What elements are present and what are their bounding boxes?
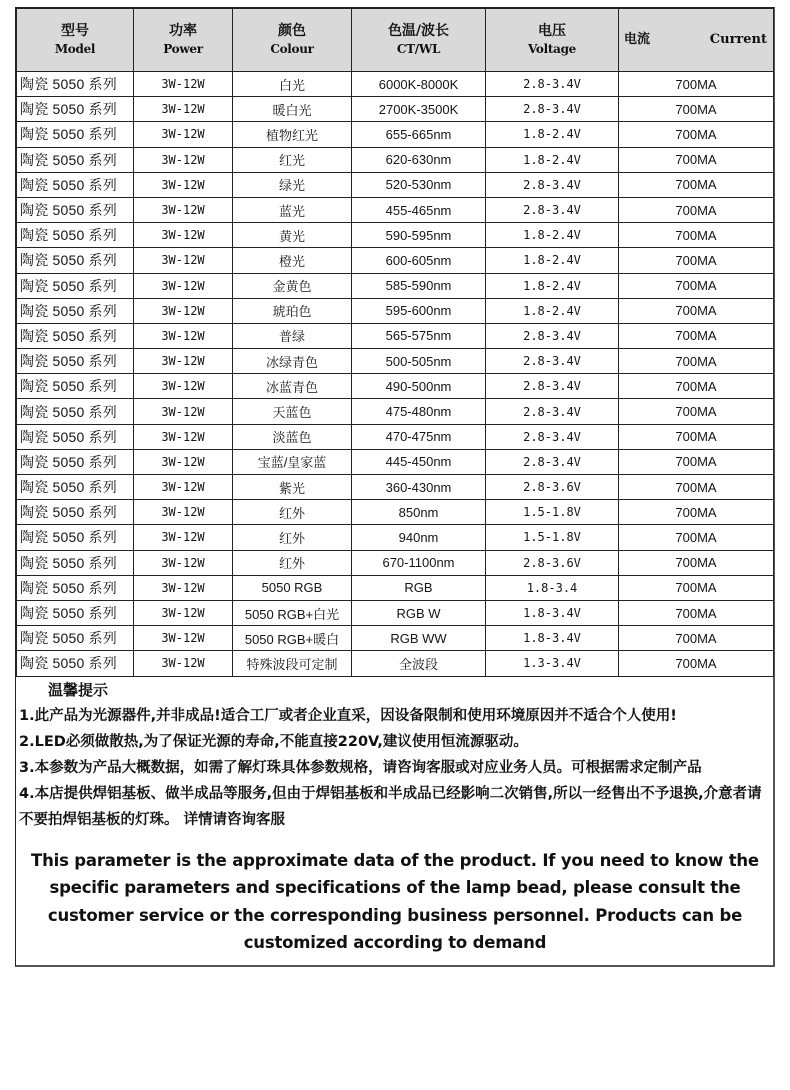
model-cell: 陶瓷 5050 系列 [17,147,134,172]
current-cell: 700MA [619,172,774,197]
table-row [17,575,774,600]
power-cell: 3W-12W [134,147,233,172]
spec-sheet [15,7,775,967]
model-cell: 陶瓷 5050 系列 [17,449,134,474]
voltage-cell: 2.8-3.4V [486,172,619,197]
header-power: 功率 Power [134,9,233,72]
model-cell: 陶瓷 5050 系列 [17,500,134,525]
model-cell: 陶瓷 5050 系列 [17,374,134,399]
ct-wl-cell: 445-450nm [352,449,486,474]
colour-cell: 红外 [233,550,352,575]
note-item-2: 2.LED必须做散热,为了保证光源的寿命,不能直接220V,建议使用恒流源驱动。 [19,733,528,750]
colour-cell: 紫光 [233,475,352,500]
voltage-cell: 2.8-3.4V [486,323,619,348]
current-cell: 700MA [619,525,774,550]
voltage-cell: 2.8-3.4V [486,349,619,374]
table-body [17,72,774,677]
current-cell: 700MA [619,72,774,97]
table-row [17,197,774,222]
ct-wl-cell: 520-530nm [352,172,486,197]
voltage-cell: 2.8-3.6V [486,550,619,575]
table-row [17,651,774,676]
voltage-cell: 2.8-3.4V [486,197,619,222]
power-cell: 3W-12W [134,97,233,122]
current-cell: 700MA [619,475,774,500]
power-cell: 3W-12W [134,475,233,500]
table-row [17,424,774,449]
ct-wl-cell: 全波段 [352,651,486,676]
ct-wl-cell: 670-1100nm [352,550,486,575]
power-cell: 3W-12W [134,399,233,424]
power-cell: 3W-12W [134,223,233,248]
voltage-cell: 2.8-3.4V [486,449,619,474]
power-cell: 3W-12W [134,600,233,625]
model-cell: 陶瓷 5050 系列 [17,651,134,676]
current-cell: 700MA [619,550,774,575]
ct-wl-cell: 2700K-3500K [352,97,486,122]
current-cell: 700MA [619,248,774,273]
current-cell: 700MA [619,97,774,122]
ct-wl-cell: 475-480nm [352,399,486,424]
ct-wl-cell: RGB [352,575,486,600]
ct-wl-cell: 455-465nm [352,197,486,222]
table-row [17,122,774,147]
ct-wl-cell: 470-475nm [352,424,486,449]
table-row [17,298,774,323]
ct-wl-cell: 360-430nm [352,475,486,500]
english-note: This parameter is the approximate data of the product. If you need to know the specific parameters and specifications of the lamp bead, please consult the customer service or the corresponding business personnel. Products can be customized according to demand [31,850,759,952]
current-cell: 700MA [619,122,774,147]
header-model: 型号 Model [17,9,134,72]
table-row [17,550,774,575]
current-cell: 700MA [619,600,774,625]
current-cell: 700MA [619,626,774,651]
notes-title: 温馨提示 [48,680,109,699]
power-cell: 3W-12W [134,349,233,374]
voltage-cell: 2.8-3.6V [486,475,619,500]
table-row [17,72,774,97]
ct-wl-cell: 620-630nm [352,147,486,172]
colour-cell: 红光 [233,147,352,172]
model-cell: 陶瓷 5050 系列 [17,97,134,122]
current-cell: 700MA [619,223,774,248]
current-cell: 700MA [619,298,774,323]
colour-cell: 植物红光 [233,122,352,147]
colour-cell: 普绿 [233,323,352,348]
model-cell: 陶瓷 5050 系列 [17,424,134,449]
model-cell: 陶瓷 5050 系列 [17,273,134,298]
ct-wl-cell: 585-590nm [352,273,486,298]
table-row [17,172,774,197]
header-voltage: 电压 Voltage [486,9,619,72]
power-cell: 3W-12W [134,323,233,348]
colour-cell: 淡蓝色 [233,424,352,449]
voltage-cell: 2.8-3.4V [486,72,619,97]
voltage-cell: 1.8-2.4V [486,223,619,248]
voltage-cell: 2.8-3.4V [486,399,619,424]
current-cell: 700MA [619,651,774,676]
colour-cell: 暖白光 [233,97,352,122]
colour-cell: 金黄色 [233,273,352,298]
colour-cell: 冰蓝青色 [233,374,352,399]
voltage-cell: 1.3-3.4V [486,651,619,676]
model-cell: 陶瓷 5050 系列 [17,172,134,197]
current-cell: 700MA [619,147,774,172]
voltage-cell: 1.5-1.8V [486,525,619,550]
table-row [17,248,774,273]
model-cell: 陶瓷 5050 系列 [17,626,134,651]
model-cell: 陶瓷 5050 系列 [17,550,134,575]
voltage-cell: 1.8-3.4 [486,575,619,600]
table-row [17,626,774,651]
table-row [17,97,774,122]
ct-wl-cell: 600-605nm [352,248,486,273]
table-row [17,399,774,424]
table-row [17,475,774,500]
ct-wl-cell: 940nm [352,525,486,550]
ct-wl-cell: RGB WW [352,626,486,651]
colour-cell: 5050 RGB+暖白 [233,626,352,651]
current-cell: 700MA [619,374,774,399]
current-cell: 700MA [619,575,774,600]
power-cell: 3W-12W [134,72,233,97]
colour-cell: 宝蓝/皇家蓝 [233,449,352,474]
voltage-cell: 1.8-2.4V [486,273,619,298]
model-cell: 陶瓷 5050 系列 [17,122,134,147]
model-cell: 陶瓷 5050 系列 [17,475,134,500]
ct-wl-cell: 850nm [352,500,486,525]
colour-cell: 琥珀色 [233,298,352,323]
table-row [17,374,774,399]
ct-wl-cell: 590-595nm [352,223,486,248]
model-cell: 陶瓷 5050 系列 [17,72,134,97]
power-cell: 3W-12W [134,575,233,600]
current-cell: 700MA [619,424,774,449]
voltage-cell: 1.8-2.4V [486,248,619,273]
power-cell: 3W-12W [134,651,233,676]
model-cell: 陶瓷 5050 系列 [17,197,134,222]
colour-cell: 红外 [233,525,352,550]
table-row [17,223,774,248]
colour-cell: 白光 [233,72,352,97]
table-row [17,323,774,348]
model-cell: 陶瓷 5050 系列 [17,298,134,323]
ct-wl-cell: 500-505nm [352,349,486,374]
note-item-3: 3.本参数为产品大概数据，如需了解灯珠具体参数规格，请咨询客服或对应业务人员。可根据需求定制产品 [19,759,702,776]
ct-wl-cell: 655-665nm [352,122,486,147]
notes-section [16,677,773,965]
current-cell: 700MA [619,197,774,222]
colour-cell: 天蓝色 [233,399,352,424]
note-item-4: 4.本店提供焊铝基板、做半成品等服务,但由于焊铝基板和半成品已经影响二次销售,所以一经售出不予退换,介意者请不要拍焊铝基板的灯珠。 详情请咨询客服 [19,785,762,828]
colour-cell: 5050 RGB [233,575,352,600]
power-cell: 3W-12W [134,626,233,651]
voltage-cell: 1.8-3.4V [486,600,619,625]
table-row [17,500,774,525]
model-cell: 陶瓷 5050 系列 [17,248,134,273]
header-ct-wl: 色温/波长 CT/WL [352,9,486,72]
power-cell: 3W-12W [134,525,233,550]
colour-cell: 橙光 [233,248,352,273]
power-cell: 3W-12W [134,424,233,449]
ct-wl-cell: 490-500nm [352,374,486,399]
voltage-cell: 2.8-3.4V [486,374,619,399]
model-cell: 陶瓷 5050 系列 [17,525,134,550]
current-cell: 700MA [619,323,774,348]
model-cell: 陶瓷 5050 系列 [17,223,134,248]
model-cell: 陶瓷 5050 系列 [17,349,134,374]
colour-cell: 绿光 [233,172,352,197]
table-row [17,449,774,474]
current-cell: 700MA [619,273,774,298]
power-cell: 3W-12W [134,197,233,222]
table-row [17,273,774,298]
header-colour: 颜色 Colour [233,9,352,72]
spec-table [16,8,774,677]
note-item-1: 1.此产品为光源器件,并非成品!适合工厂或者企业直采，因设备限制和使用环境原因并不适合个人使用! [19,707,677,724]
power-cell: 3W-12W [134,298,233,323]
voltage-cell: 1.8-2.4V [486,298,619,323]
power-cell: 3W-12W [134,273,233,298]
power-cell: 3W-12W [134,550,233,575]
colour-cell: 蓝光 [233,197,352,222]
colour-cell: 红外 [233,500,352,525]
ct-wl-cell: RGB W [352,600,486,625]
ct-wl-cell: 565-575nm [352,323,486,348]
model-cell: 陶瓷 5050 系列 [17,575,134,600]
power-cell: 3W-12W [134,172,233,197]
voltage-cell: 2.8-3.4V [486,97,619,122]
current-cell: 700MA [619,399,774,424]
colour-cell: 冰绿青色 [233,349,352,374]
current-cell: 700MA [619,349,774,374]
table-row [17,349,774,374]
power-cell: 3W-12W [134,374,233,399]
table-row [17,525,774,550]
colour-cell: 黄光 [233,223,352,248]
voltage-cell: 1.8-2.4V [486,122,619,147]
model-cell: 陶瓷 5050 系列 [17,600,134,625]
ct-wl-cell: 595-600nm [352,298,486,323]
voltage-cell: 2.8-3.4V [486,424,619,449]
current-cell: 700MA [619,500,774,525]
table-header-row [17,9,774,72]
voltage-cell: 1.8-3.4V [486,626,619,651]
colour-cell: 5050 RGB+白光 [233,600,352,625]
table-row [17,147,774,172]
power-cell: 3W-12W [134,122,233,147]
ct-wl-cell: 6000K-8000K [352,72,486,97]
power-cell: 3W-12W [134,500,233,525]
power-cell: 3W-12W [134,449,233,474]
table-row [17,600,774,625]
model-cell: 陶瓷 5050 系列 [17,399,134,424]
colour-cell: 特殊波段可定制 [233,651,352,676]
header-current: 电流 Current [619,9,774,72]
model-cell: 陶瓷 5050 系列 [17,323,134,348]
power-cell: 3W-12W [134,248,233,273]
voltage-cell: 1.5-1.8V [486,500,619,525]
current-cell: 700MA [619,449,774,474]
voltage-cell: 1.8-2.4V [486,147,619,172]
